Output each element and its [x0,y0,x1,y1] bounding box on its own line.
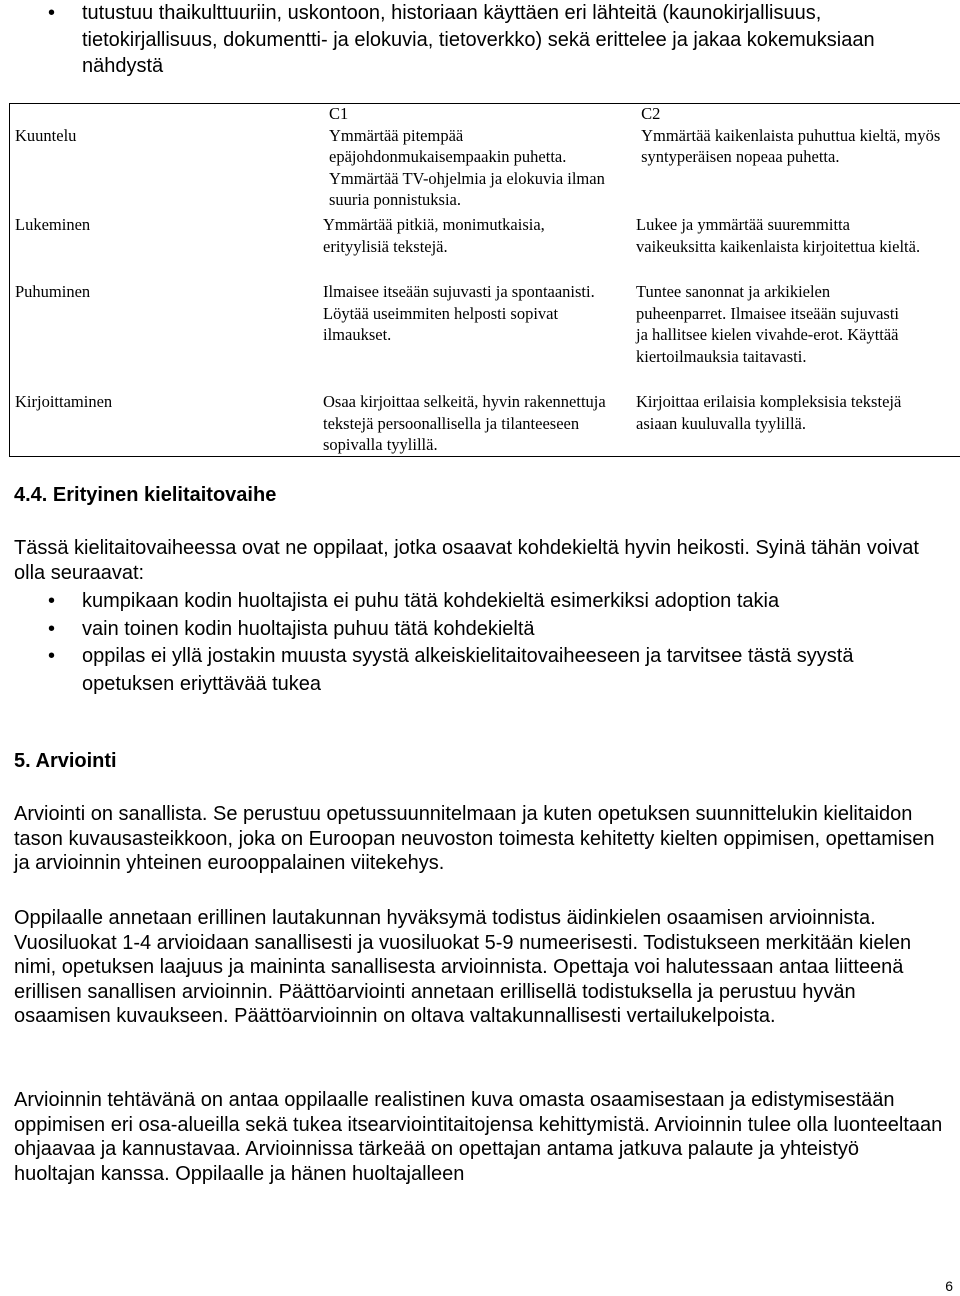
c1-text: Ilmaisee itseään sujuvasti ja spontaanisti. Löytää useimmiten helposti sopivat ilmaukset. [323,282,595,344]
section-4-4-intro: Tässä kielitaitovaiheessa ovat ne oppilaat, jotka osaavat kohdekieltä hyvin heikosti. Syinä tähän voivat olla seuraavat: [14,537,919,584]
table-c1-cell [323,103,641,211]
table-c2-cell [641,103,949,211]
c2-text: Ymmärtää kaikenlaista puhuttua kieltä, myös syntyperäisen nopeaa puhetta. [641,125,941,166]
skill-label: Kirjoittaminen [15,392,113,411]
section-4-4-bullet-list [14,588,944,698]
table-corner-cell [9,103,323,211]
bullet-icon: • [48,590,56,612]
language-level-table [9,103,949,211]
skill-label: Puhuminen [15,282,91,301]
c2-text: Kirjoittaa erilaisia kompleksisia tekstejä asiaan kuuluvalla tyylillä. [636,392,902,433]
list-item: • kumpikaan kodin huoltajista ei puhu tätä kohdekieltä esimerkiksi adoption takia [14,588,944,616]
c1-text: Ymmärtää pitkiä, monimutkaisia, erityylisiä tekstejä. [323,215,545,256]
skill-label: Lukeminen [15,215,91,234]
list-item: • oppilas ei yllä jostakin muusta syystä alkeiskielitaitovaiheeseen ja tarvitsee tästä syystä opetuksen eriyttävää tukea [48,645,854,695]
section-5-paragraph-3: Arvioinnin tehtävänä on antaa oppilaalle realistinen kuva omasta osaamisestaan ja edistymisestään oppimisen eri osa-alueilla sekä tukea itsearviointitaitojensa kehittymistä. Arvioinnin tulee olla luonteeltaan ohjaavaa ja kannustavaa. Arvioinnissa tärkeää on opettajan antama jatkuva palaute ja yhteistyö huoltajan kanssa. Oppilaalle ja hänen huoltajalleen [14,1089,943,1185]
bullet-icon: • [48,617,56,640]
c2-text: Lukee ja ymmärtää suuremmitta vaikeuksitta kaikenlaista kirjoitettua kieltä. [636,215,921,256]
bullet-icon: • [48,645,56,667]
bullet-icon: • [48,2,56,24]
skill-label: Kuuntelu [15,126,77,145]
list-item: • vain toinen kodin huoltajista puhuu tätä kohdekieltä [14,616,944,644]
c1-text: Osaa kirjoittaa selkeitä, hyvin rakennettuja tekstejä persoonallisella ja tilanteeseen sopivalla tyylillä. [323,392,606,454]
section-5-paragraph-1: Arviointi on sanallista. Se perustuu opetussuunnitelmaan ja kuten opetuksen suunnittelukin kielitaidon tason kuvausasteikkoon, joka on Euroopan neuvoston toimesta kehitetty kielten oppimisen, opettamisen ja arvioinnin yhteinen eurooppalainen viitekehys. [14,803,935,875]
page-number: 6 [945,1278,953,1294]
c2-text: Tuntee sanonnat ja arkikielen puheenparret. Ilmaisee itseään sujuvasti ja hallitsee kielen vivahde-erot. Käyttää kiertoilmauksia taitavasti. [636,282,899,366]
header-c1: C1 [329,104,349,123]
header-c2: C2 [641,104,661,123]
section-heading-4-4: 4.4. Erityinen kielitaitovaihe [14,484,277,506]
intro-bullet-text: tutustuu thaikulttuuriin, uskontoon, historiaan käyttäen eri lähteitä (kaunokirjallisuus, tietokirjallisuus, dokumentti- ja elokuvia, tietoverkko) sekä erittelee ja jakaa kokemuksiaan nähdystä [82,2,875,77]
table-header-row [9,103,949,211]
c1-text: Ymmärtää pitempää epäjohdonmukaisempaakin puhetta. Ymmärtää TV-ohjelmia ja elokuvia ilman suuria ponnistuksia. [329,125,605,209]
section-5-paragraph-2: Oppilaalle annetaan erillinen lautakunnan hyväksymä todistus äidinkielen osaamisen arvioinnista. Vuosiluokat 1-4 arvioidaan sanallisesti ja vuosiluokat 5-9 numeerisesti. Todistukseen merkitään kielen nimi, opetuksen laajuus ja maininta sanallisesta arvioinnista. Opettaja voi halutessaan antaa liitteenä erillisen sanallisen arvioinnin. Päättöarviointi annetaan erillisellä todistuksella ja perustuu hyvän osaamisen kuvaukseen. Päättöarvioinnin on oltava valtakunnallisesti vertailukelpoista. [14,907,912,1028]
section-heading-5: 5. Arviointi [14,750,117,772]
